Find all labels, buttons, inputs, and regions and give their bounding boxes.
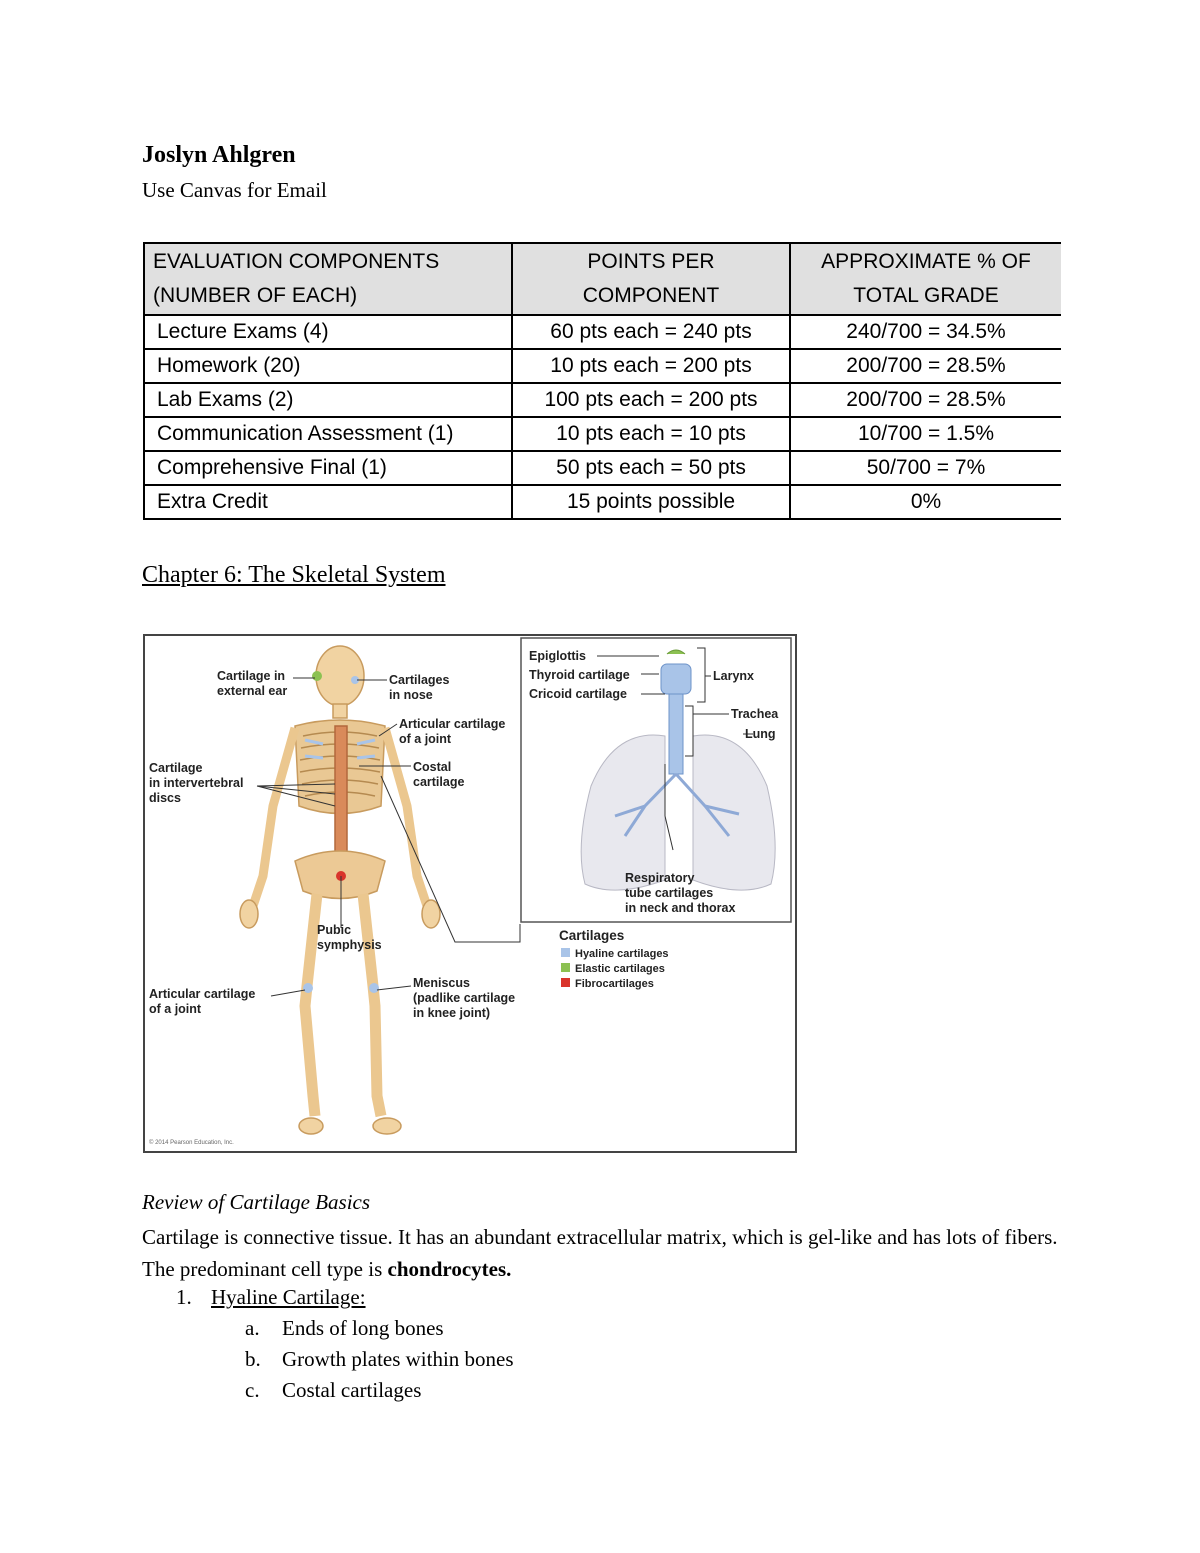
sub-list-item xyxy=(245,1347,514,1372)
legend-title: Cartilages xyxy=(559,928,625,943)
table-cell: 10/700 = 1.5% xyxy=(790,417,1061,451)
svg-text:Cricoid cartilage xyxy=(529,687,627,701)
table-row xyxy=(144,383,1061,417)
header-line: APPROXIMATE % OF xyxy=(821,250,1031,273)
paragraph-text: Cartilage is connective tissue. It has an abundant extracellular matrix, which is gel-like and has lots of fibers. The predominant cell type is xyxy=(142,1225,1058,1281)
svg-text:Hyaline cartilages xyxy=(575,948,669,960)
author-name: Joslyn Ahlgren xyxy=(142,142,296,168)
legend-swatch-fibro xyxy=(561,978,570,987)
label-meniscus: Meniscus xyxy=(413,976,470,990)
label-nose-cartilage: in nose xyxy=(389,688,433,702)
sub-letter: c. xyxy=(245,1378,260,1402)
svg-text:(padlike cartilage xyxy=(413,991,515,1005)
label-pubic-symphysis: symphysis xyxy=(317,938,382,952)
table-cell: 50 pts each = 50 pts xyxy=(512,451,790,485)
label-respiratory-cartilages: Respiratory xyxy=(625,871,695,885)
label-articular-cartilage-top: of a joint xyxy=(399,732,452,746)
svg-text:in knee joint) xyxy=(413,1006,490,1020)
table-cell: 200/700 = 28.5% xyxy=(790,349,1061,383)
label-articular-cartilage-top: Articular cartilage xyxy=(399,717,506,731)
sub-list-item xyxy=(245,1316,444,1341)
cartilage-figure xyxy=(143,634,797,1153)
svg-text:Pubic xyxy=(317,923,351,937)
cartilage-illustration xyxy=(145,636,795,1151)
svg-text:cartilage xyxy=(413,775,464,789)
svg-text:discs xyxy=(149,791,181,805)
email-note: Use Canvas for Email xyxy=(142,178,327,202)
label-larynx: Larynx xyxy=(713,669,754,683)
sub-list-item xyxy=(245,1378,421,1403)
sub-letter: a. xyxy=(245,1316,260,1340)
list-item xyxy=(176,1285,366,1310)
list-number: 1. xyxy=(176,1285,192,1309)
svg-text:Costal xyxy=(413,760,451,774)
label-meniscus: in knee joint) xyxy=(413,1006,491,1020)
svg-text:Articular cartilage xyxy=(149,987,255,1001)
svg-text:in intervertebral xyxy=(149,776,243,790)
svg-text:in nose xyxy=(389,688,433,702)
svg-text:Thyroid cartilage xyxy=(529,668,630,682)
label-nose-cartilage: Cartilages xyxy=(389,673,450,687)
table-row xyxy=(144,417,1061,451)
svg-text:Epiglottis xyxy=(529,649,586,663)
label-ear-cartilage: external ear xyxy=(217,684,288,698)
label-meniscus: (padlike cartilage xyxy=(413,991,516,1005)
table-cell: 100 pts each = 200 pts xyxy=(512,383,790,417)
label-articular-cartilage-bottom: Articular cartilage xyxy=(149,987,256,1001)
table-cell: 10 pts each = 10 pts xyxy=(512,417,790,451)
label-epiglottis: Epiglottis xyxy=(529,649,586,663)
svg-text:Fibrocartilages xyxy=(575,978,654,990)
label-pubic-symphysis: Pubic xyxy=(317,923,352,937)
label-cricoid-cartilage: Cricoid cartilage xyxy=(529,687,627,701)
table-cell: Extra Credit xyxy=(144,485,512,519)
svg-text:Cartilages xyxy=(559,928,624,943)
header-evaluation-components xyxy=(144,243,512,315)
copyright-note: © 2014 Pearson Education, Inc. xyxy=(149,1140,234,1146)
table-cell: 60 pts each = 240 pts xyxy=(512,315,790,349)
review-heading: Review of Cartilage Basics xyxy=(142,1190,371,1214)
legend-label-hyaline: Hyaline cartilages xyxy=(575,948,669,960)
paragraph-bold-term: chondrocytes. xyxy=(387,1257,512,1281)
grade-table xyxy=(143,242,1061,520)
table-cell: 10 pts each = 200 pts xyxy=(512,349,790,383)
legend-label-fibro: Fibrocartilages xyxy=(575,978,654,990)
svg-text:Cartilage xyxy=(149,761,203,775)
svg-text:symphysis xyxy=(317,938,382,952)
svg-text:tube cartilages xyxy=(625,886,713,900)
table-row xyxy=(144,485,1061,519)
label-thyroid-cartilage: Thyroid cartilage xyxy=(529,668,630,682)
chapter-title: Chapter 6: The Skeletal System xyxy=(142,562,446,588)
header-line: (NUMBER OF EACH) xyxy=(153,284,358,307)
table-cell: Lab Exams (2) xyxy=(144,383,512,417)
header-points-per-component xyxy=(512,243,790,315)
sub-text: Growth plates within bones xyxy=(282,1347,514,1371)
label-ear-cartilage: Cartilage in xyxy=(217,669,286,683)
legend-swatch-elastic xyxy=(561,963,570,972)
svg-text:Articular cartilage xyxy=(399,717,505,731)
header-percent-total-grade xyxy=(790,243,1061,315)
svg-text:Respiratory xyxy=(625,871,695,885)
header-line: EVALUATION COMPONENTS xyxy=(153,250,440,273)
sub-text: Costal cartilages xyxy=(282,1378,422,1402)
header-line: COMPONENT xyxy=(582,284,720,307)
svg-text:in neck and thorax xyxy=(625,901,735,915)
table-cell: Homework (20) xyxy=(144,349,512,383)
svg-text:Cartilages xyxy=(389,673,449,687)
label-respiratory-cartilages: in neck and thorax xyxy=(625,901,736,915)
header-line: POINTS PER xyxy=(587,250,715,273)
legend-swatch-hyaline xyxy=(561,948,570,957)
label-intervertebral-discs: Cartilage xyxy=(149,761,203,775)
label-costal-cartilage: Costal xyxy=(413,760,452,774)
svg-text:Trachea xyxy=(731,707,779,721)
label-intervertebral-discs: in intervertebral xyxy=(149,776,244,790)
table-cell: Comprehensive Final (1) xyxy=(144,451,512,485)
label-articular-cartilage-bottom: of a joint xyxy=(149,1002,202,1016)
list-title: Hyaline Cartilage: xyxy=(211,1285,366,1309)
table-cell: 15 points possible xyxy=(512,485,790,519)
label-intervertebral-discs: discs xyxy=(149,791,181,805)
header-line: TOTAL GRADE xyxy=(853,284,999,307)
table-cell: 0% xyxy=(790,485,1061,519)
table-cell: Communication Assessment (1) xyxy=(144,417,512,451)
label-respiratory-cartilages: tube cartilages xyxy=(625,886,714,900)
table-row xyxy=(144,349,1061,383)
review-paragraph xyxy=(142,1221,1062,1285)
sub-letter: b. xyxy=(245,1347,261,1371)
sub-text: Ends of long bones xyxy=(282,1316,444,1340)
label-trachea: Trachea xyxy=(731,707,779,721)
table-header-row xyxy=(144,243,1061,315)
svg-text:of a joint xyxy=(149,1002,202,1016)
table-cell: Lecture Exams (4) xyxy=(144,315,512,349)
table-row xyxy=(144,451,1061,485)
label-lung: Lung xyxy=(745,727,776,741)
table-row xyxy=(144,315,1061,349)
table-cell: 240/700 = 34.5% xyxy=(790,315,1061,349)
table-cell: 50/700 = 7% xyxy=(790,451,1061,485)
svg-text:Cartilage in xyxy=(217,669,285,683)
svg-text:Meniscus xyxy=(413,976,470,990)
svg-text:Lung xyxy=(745,727,776,741)
table-cell: 200/700 = 28.5% xyxy=(790,383,1061,417)
label-costal-cartilage: cartilage xyxy=(413,775,465,789)
svg-text:© 2014 Pearson Education, Inc. xyxy=(149,1139,234,1146)
legend-label-elastic: Elastic cartilages xyxy=(575,963,665,975)
svg-text:external ear xyxy=(217,684,287,698)
svg-text:of a joint xyxy=(399,732,452,746)
svg-text:Elastic cartilages xyxy=(575,963,665,975)
svg-text:Larynx xyxy=(713,669,754,683)
